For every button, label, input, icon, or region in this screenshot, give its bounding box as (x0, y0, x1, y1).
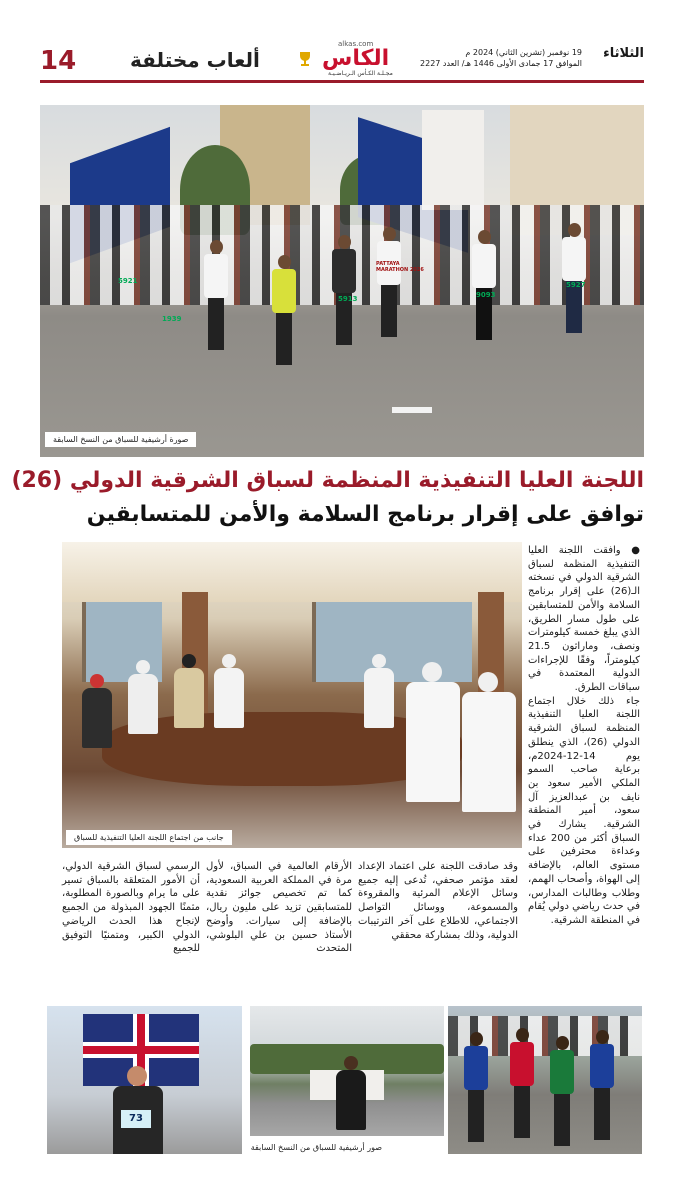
article-paragraph: الأرقام العالمية في السباق، لأول مرة في المملكة العربية السعودية، كما تم تخصيص جوائز نقدية للمتسابقين تزيد على مليون ريال، بالإضافة إلى سيارات. وأوضح الأستاذ حسين بن علي البلوشي، المتحدث (206, 861, 352, 955)
article-column-b3 (206, 860, 352, 956)
headline-line-1: اللجنة العليا التنفيذية المنظمة لسباق الشرقية الدولي (26) (11, 468, 644, 493)
article-paragraph: جاء ذلك خلال اجتماع اللجنة العليا التنفيذية المنظمة لسباق الشرقية الدولي (26)، الذي ينطلق يوم 14-12-2024م، برعاية صاحب السمو الملكي الأمير سعود بن نايف بن عبدالعزيز آل سعود، أمير المنطقة الشرقية. يشارك في السباق أكثر من 200 عداء وعداءة محترفين على مستوى العالم، بالإضافة إلى الهواة، وأصحاب الهمم، وطلاب وطالبات المدارس، في حدث رياضي دولي يُقام في المنطقة الشرقية. (528, 695, 640, 926)
attendee (172, 654, 206, 730)
magazine-logo (292, 40, 402, 76)
logo-url: alkas.com (338, 40, 374, 48)
runner (548, 1036, 576, 1154)
trophy-icon (296, 50, 314, 68)
attendee (80, 674, 114, 750)
runners-group-photo (448, 1006, 642, 1154)
attendee (458, 672, 518, 822)
runner (470, 230, 498, 350)
issue-day: الثلاثاء (603, 46, 644, 61)
runner (202, 240, 230, 360)
article-paragraph: ● وافقت اللجنة العليا التنفيذية المنظمة لسباق الشرقية الدولي في نسخته الـ(26) على إقرار برنامج السلامة والأمن للمتسابقين على طول مسار الطريق، الذي يبلغ خمسة كيلومترات ونصف، وماراثون 21.5 كيلومتراً، وفقًا للإجراءات الدولية المعتمدة في سباقات الطرق. (528, 545, 640, 694)
section-title: ألعاب مختلفة (130, 48, 260, 72)
runner (462, 1032, 490, 1152)
finish-line-photo (250, 1006, 444, 1136)
article-column-b4 (62, 860, 200, 956)
headline-line-2: توافق على إقرار برنامج السلامة والأمن للمتسابقين (86, 502, 644, 527)
masthead (40, 40, 644, 84)
photo-caption: صور أرشيفية للسباق من النسخ السابقة (243, 1140, 390, 1155)
article-headline (11, 464, 644, 532)
article-paragraph: وقد صادقت اللجنة على اعتماد الإعداد لعقد مؤتمر صحفي، تُدعى إليه جميع وسائل الإعلام المرئية والمقروءة والمسموعة، ووسائل التواصل الاجتماعي، للاطلاع على آخر الترتيبات الدولية، وذلك بمشاركة محققي (358, 861, 518, 941)
masthead-rule (40, 80, 644, 83)
logo-tagline: مجـلـة الكـأس الـريـاضـيـة (328, 70, 393, 77)
runner (375, 227, 403, 347)
race-start-photo (40, 105, 644, 457)
committee-meeting-photo (62, 542, 522, 848)
photo-caption: جانب من اجتماع اللجنة العليا التنفيذية للسباق (66, 830, 232, 845)
logo-wordmark: الكاس (322, 46, 390, 71)
runner (588, 1030, 616, 1150)
race-bib: 5921 (118, 277, 138, 285)
issue-hijri-date: الموافق 17 جمادى الأولى 1446 هـ/ العدد 2227 (420, 59, 582, 68)
attendee (362, 654, 396, 730)
runner-with-flag-photo (47, 1006, 242, 1154)
attendee (212, 654, 246, 730)
race-bib: 5927 (566, 281, 586, 289)
runner (334, 1056, 368, 1132)
runner (270, 255, 298, 375)
page-number: 14 (40, 46, 77, 76)
issue-date: 19 نوفمبر (تشرين الثاني) 2024 م (465, 48, 582, 57)
article-paragraph: الرسمي لسباق الشرقية الدولي، أن الأمور المتعلقة بالسباق تسير على ما يرام وبالصورة المطلوبة، مثمنًا الجهود المبذولة من الجميع لإنجاح هذا الحدث الرياضي الدولي الكبير، ومتمنيًا التوفيق للجميع (62, 861, 200, 955)
article-column-b2 (358, 860, 518, 942)
article-column-right (528, 544, 640, 928)
shirt-print: PATTAYA MARATHON 2026 (376, 261, 424, 273)
race-bib: 1939 (162, 315, 182, 323)
sponsor-banner (422, 110, 484, 210)
race-bib: 5913 (338, 295, 358, 303)
runner (508, 1028, 536, 1148)
race-bib: 9093 (476, 291, 496, 299)
ceiling (62, 542, 522, 602)
attendee (126, 660, 160, 736)
race-bib: 73 (121, 1110, 151, 1128)
photo-caption: صورة أرشيفية للسباق من النسخ السابقة (45, 432, 196, 447)
attendee (402, 662, 462, 812)
road-marking (392, 407, 432, 413)
